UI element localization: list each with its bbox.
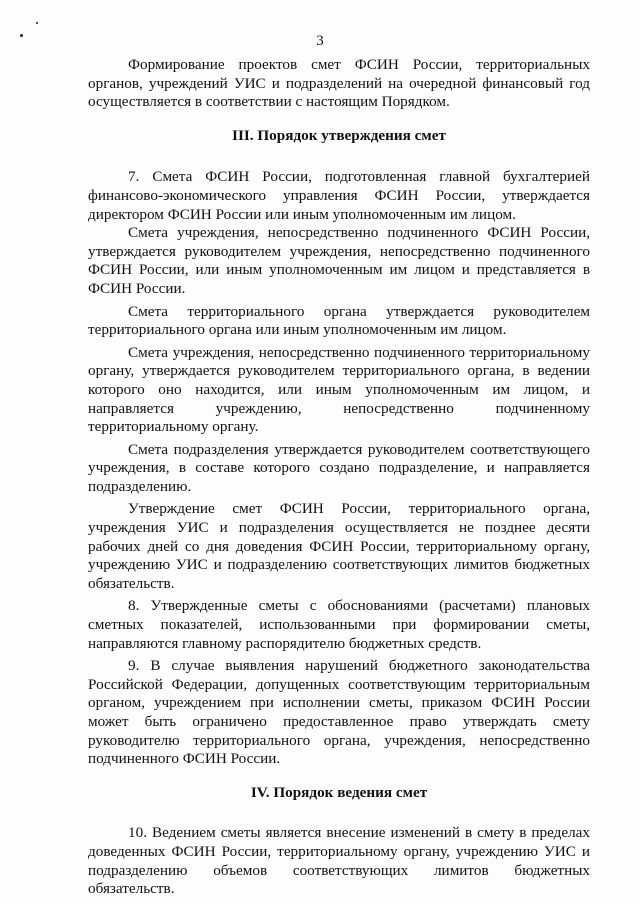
section-4-title: IV. Порядок ведения смет <box>250 783 428 801</box>
paragraph: Смета учреждения, непосредственно подчиненного ФСИН России, утверждается руководителем учреждения, непосредственно подчиненного ФСИН России, или иным уполномоченным им лицом и представляется в ФСИН России. <box>88 224 590 297</box>
page-number: 3 <box>316 33 324 49</box>
paragraph-10: 10. Ведением сметы является внесение изменений в смету в пределах доведенных ФСИН России, территориальному органу, учреждению УИС и подразделению объемов соответствующих лимитов бюджетных обязательств. <box>88 824 590 898</box>
paragraph-8: 8. Утвержденные сметы с обоснованиями (расчетами) плановых сметных показателей, использованными при формировании сметы, направляются главному распорядителю бюджетных средств. <box>88 597 590 652</box>
paragraph: Утверждение смет ФСИН России, территориального органа, учреждения УИС и подразделения осуществляется не позднее десяти рабочих дней со дня доведения ФСИН России, территориальному органу, учреждению УИС и подразделению соответствующих лимитов бюджетных обязательств. <box>88 500 590 592</box>
paragraph-9: 9. В случае выявления нарушений бюджетного законодательства Российской Федерации, допущенных соответствующим территориальным органом, учреждением при исполнении сметы, приказом ФСИН России может быть ограничено предоставленное право утверждать смету руководителю территориального органа, учреждения, непосредственно подчиненного ФСИН России. <box>88 657 590 768</box>
paragraph-intro: Формирование проектов смет ФСИН России, территориальных органов, учреждений УИС и подразделений на очередной финансовый год осуществляется в соответствии с настоящим Порядком. <box>88 56 590 111</box>
scan-speck <box>36 22 38 24</box>
paragraph: Смета учреждения, непосредственно подчиненного территориальному органу, утверждается руководителем территориального органа, в ведении которого оно находится, или иным уполномоченным им лицом, и направляется учреждению, непосредственно подчиненному территориальному органу. <box>88 343 590 436</box>
paragraph: Смета подразделения утверждается руководителем соответствующего учреждения, в составе которого создано подразделение, и направляется подразделению. <box>88 440 590 495</box>
paragraph-7: 7. Смета ФСИН России, подготовленная главной бухгалтерией финансово-экономического управления ФСИН России, утверждается директором ФСИН России или иным уполномоченным им лицом. <box>88 168 590 223</box>
paragraph: Смета территориального органа утверждается руководителем территориального органа или иным уполномоченным им лицом. <box>88 302 590 339</box>
section-3-title: III. Порядок утверждения смет <box>232 126 446 144</box>
document-body <box>88 56 590 899</box>
